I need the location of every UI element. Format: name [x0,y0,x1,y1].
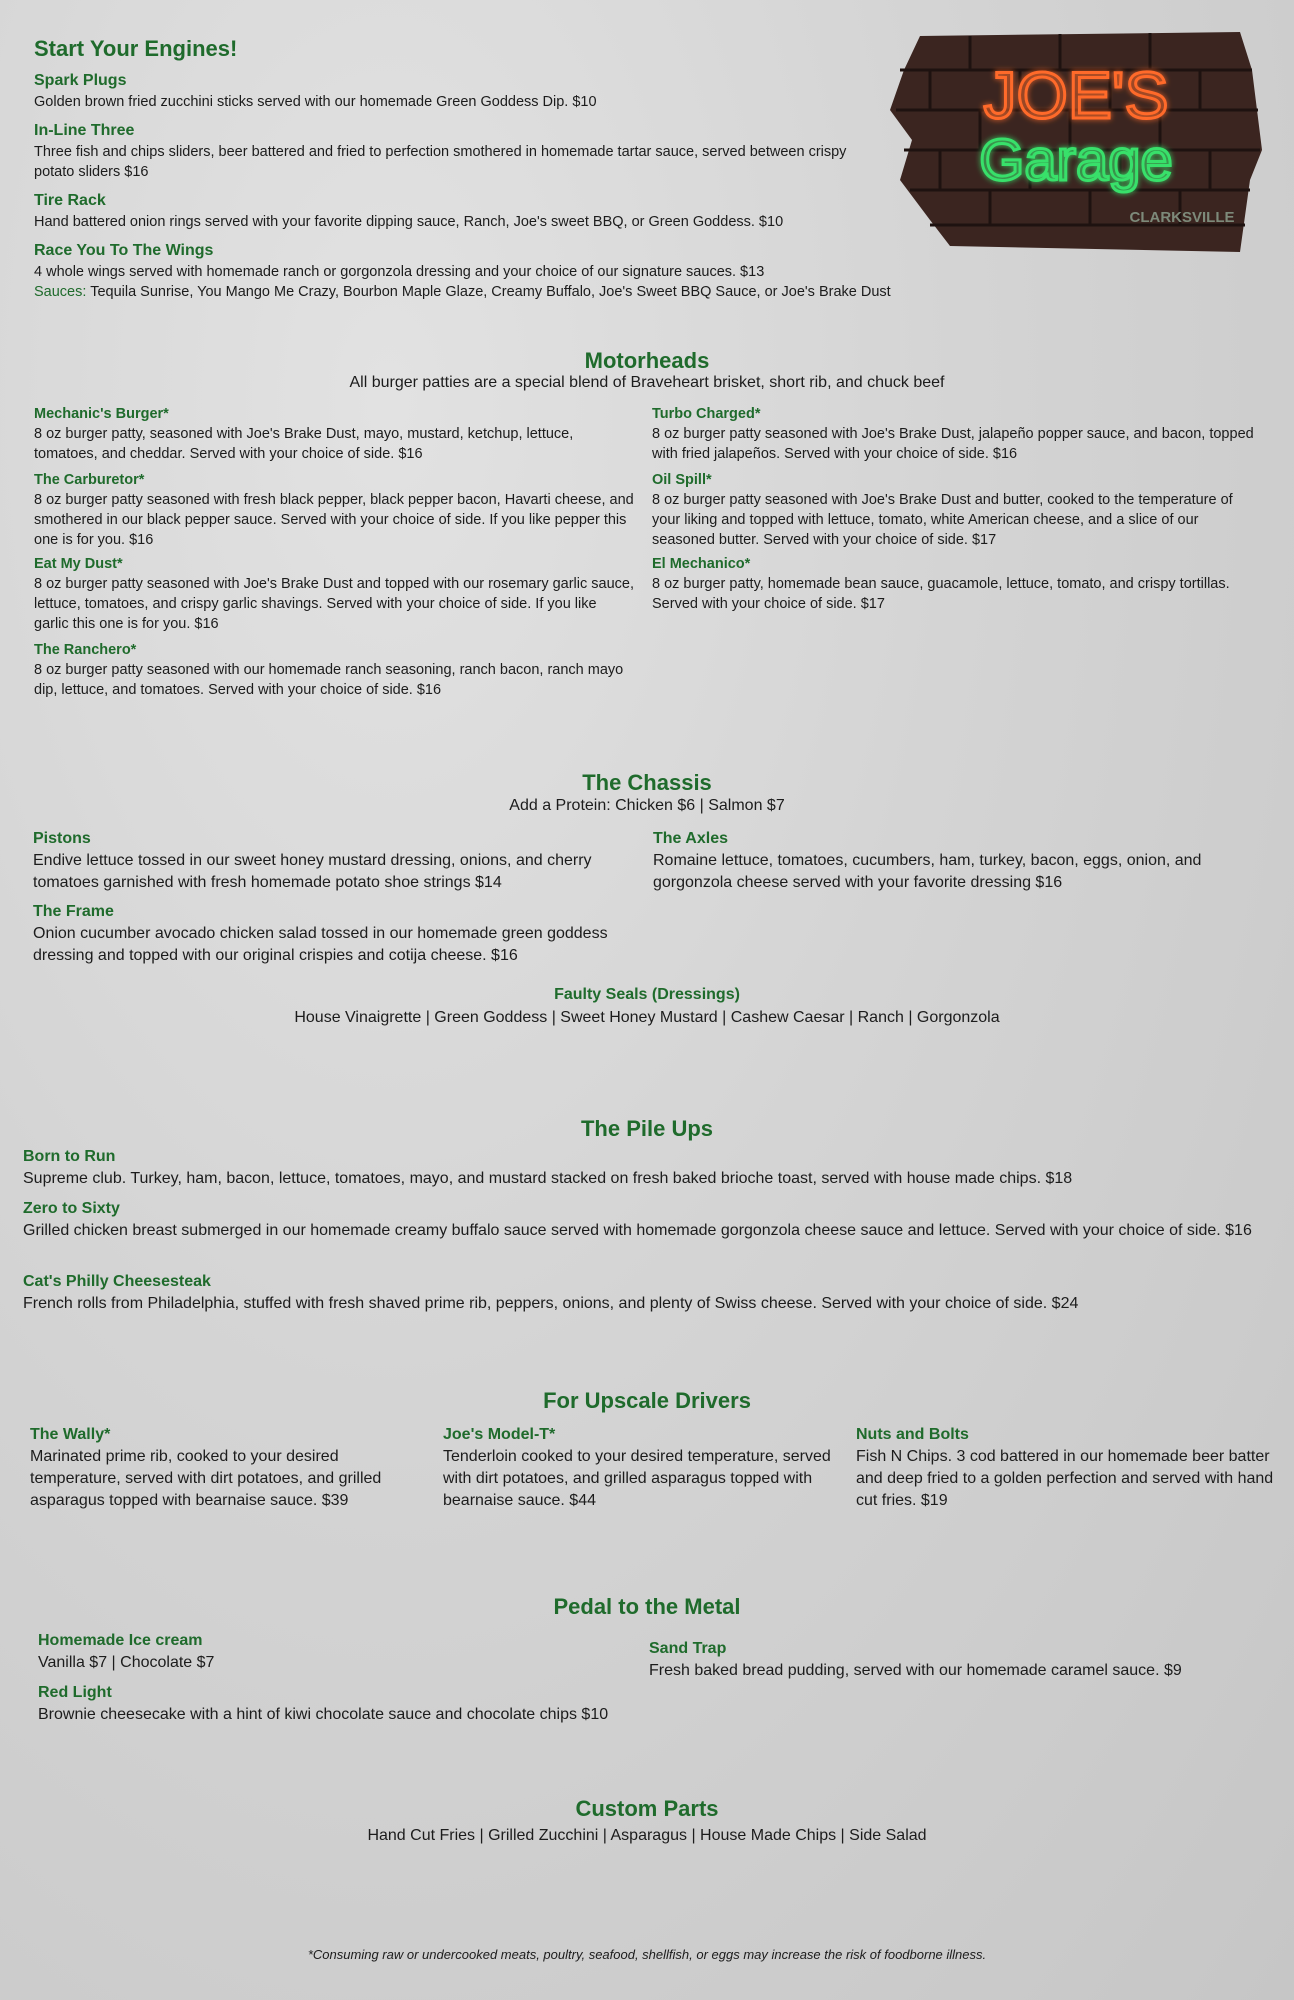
section-title-starters: Start Your Engines! [34,36,238,61]
menu-item [34,192,894,232]
menu-item [34,406,634,464]
footnote: *Consuming raw or undercooked meats, poultry, seafood, shellfish, or eggs may increase the risk of foodborne illness. [307,1947,987,1962]
logo-line2: Garage [979,128,1173,193]
item-name: Born to Run [23,1148,116,1165]
item-name: The Axles [653,830,728,847]
item-desc: Three fish and chips sliders, beer battered and fried to perfection smothered in homemade tartar sauce, served between crispy potato sliders $16 [34,144,847,180]
item-desc: 8 oz burger patty seasoned with Joe's Brake Dust and topped with our rosemary garlic sauce, lettuce, tomatoes, and crispy garlic shavings. Served with your choice of side. If you like garlic this one is for you. $16 [34,576,635,632]
item-desc: Endive lettuce tossed in our sweet honey mustard dressing, onions, and cherry tomatoes garnished with fresh homemade potato shoe strings $14 [33,852,592,891]
section-title-desserts: Pedal to the Metal [553,1594,741,1619]
item-name: Sand Trap [649,1640,727,1657]
item-name: Race You To The Wings [34,242,214,259]
item-name: Turbo Charged* [652,406,761,422]
item-desc: Brownie cheesecake with a hint of kiwi chocolate sauce and chocolate chips $10 [38,1706,609,1723]
item-name: Oil Spill* [652,472,712,488]
item-desc: Fresh baked bread pudding, served with our homemade caramel sauce. $9 [649,1662,1182,1679]
menu-item [23,1273,1273,1315]
menu-item [34,122,874,182]
menu-item [649,1640,1269,1682]
section-title-motorheads: Motorheads [584,348,710,373]
item-name: Eat My Dust* [34,556,123,572]
menu-item [38,1684,698,1726]
menu-item [652,556,1262,614]
menu-item [443,1426,833,1512]
item-desc: 4 whole wings served with homemade ranch or gorgonzola dressing and your choice of our signature sauces. $13 [34,264,765,280]
menu-item [33,830,643,894]
item-desc: Tenderloin cooked to your desired temperature, served with dirt potatoes, and grilled asparagus topped with bearnaise sauce. $44 [443,1448,831,1509]
menu-item [38,1632,658,1674]
menu-item [34,556,634,634]
motorheads-subtitle: All burger patties are a special blend of Braveheart brisket, short rib, and chuck beef [349,374,945,391]
menu-item [653,830,1253,894]
menu-item [34,472,634,550]
item-name: In-Line Three [34,122,135,139]
menu-item [34,72,874,112]
item-desc: 8 oz burger patty seasoned with our homemade ranch seasoning, ranch bacon, ranch mayo dip, lettuce, and tomatoes. Served with your choice of side. $16 [34,662,624,698]
section-title-chassis: The Chassis [582,770,712,795]
item-name: Tire Rack [34,192,106,209]
item-desc: 8 oz burger patty seasoned with fresh black pepper, black pepper bacon, Havarti cheese, and smothered in our black pepper sauce. Served with your choice of side. If you like pepper this one is for you. $16 [34,492,634,548]
item-name: Pistons [33,830,91,847]
item-desc: Marinated prime rib, cooked to your desired temperature, served with dirt potatoes, and grilled asparagus topped with bearnaise sauce. $39 [30,1448,382,1509]
joes-garage-logo [890,30,1262,256]
sides-list: Hand Cut Fries | Grilled Zucchini | Asparagus | House Made Chips | Side Salad [367,1827,927,1844]
item-name: The Carburetor* [34,472,145,488]
menu-item [652,472,1262,550]
section-title-sides: Custom Parts [575,1796,719,1821]
menu-item [33,903,653,967]
item-name: Zero to Sixty [23,1200,120,1217]
item-desc: Romaine lettuce, tomatoes, cucumbers, ham, turkey, bacon, eggs, onion, and gorgonzola cheese served with your favorite dressing $16 [653,852,1202,891]
menu-item [856,1426,1276,1512]
item-desc: 8 oz burger patty, homemade bean sauce, guacamole, lettuce, tomato, and crispy tortillas. Served with your choice of side. $17 [652,576,1230,612]
item-name: Spark Plugs [34,72,127,89]
item-name: The Ranchero* [34,642,137,658]
item-name: Red Light [38,1684,112,1701]
sauces-text: Tequila Sunrise, You Mango Me Crazy, Bourbon Maple Glaze, Creamy Buffalo, Joe's Sweet BBQ Sauce, or Joe's Brake Dust [90,284,891,300]
item-name: El Mechanico* [652,556,751,572]
item-name: The Wally* [30,1426,111,1443]
item-desc: 8 oz burger patty seasoned with Joe's Brake Dust, jalapeño popper sauce, and bacon, topped with fried jalapeños. Served with your choice of side. $16 [652,426,1254,462]
menu-item [34,642,634,700]
item-name: Joe's Model-T* [443,1426,556,1443]
menu-item [652,406,1262,464]
item-desc: French rolls from Philadelphia, stuffed with fresh shaved prime rib, peppers, onions, and plenty of Swiss cheese. Served with your choice of side. $24 [23,1295,1079,1312]
section-title-upscale: For Upscale Drivers [543,1388,751,1413]
brick-sign-icon [890,30,1262,256]
menu-item [34,242,934,302]
sauces-label: Sauces: [34,284,87,300]
sauces-line [34,282,934,302]
menu-item [30,1426,420,1512]
item-desc: Golden brown fried zucchini sticks served with our homemade Green Goddess Dip. $10 [34,94,597,110]
item-desc: 8 oz burger patty seasoned with Joe's Brake Dust and butter, cooked to the temperature of your liking and topped with lettuce, tomato, white American cheese, and a slice of our seasoned butter. Served with your choice of side. $17 [652,492,1233,548]
dressings-list: House Vinaigrette | Green Goddess | Sweet Honey Mustard | Cashew Caesar | Ranch | Gorgonzola [294,1009,1000,1026]
item-desc: 8 oz burger patty, seasoned with Joe's Brake Dust, mayo, mustard, ketchup, lettuce, tomatoes, and cheddar. Served with your choice of side. $16 [34,426,574,462]
item-name: Mechanic's Burger* [34,406,169,422]
item-name: Cat's Philly Cheesesteak [23,1273,211,1290]
item-name: Nuts and Bolts [856,1426,969,1443]
item-desc: Grilled chicken breast submerged in our homemade creamy buffalo sauce served with homemade gorgonzola cheese sauce and lettuce. Served with your choice of side. $16 [23,1222,1252,1239]
item-name: Homemade Ice cream [38,1632,203,1649]
chassis-subtitle: Add a Protein: Chicken $6 | Salmon $7 [509,797,785,814]
dressings-title: Faulty Seals (Dressings) [554,986,740,1003]
item-desc: Fish N Chips. 3 cod battered in our homemade beer batter and deep fried to a golden perfection and served with hand cut fries. $19 [856,1448,1274,1509]
section-title-pileups: The Pile Ups [580,1116,714,1141]
menu-item [23,1148,1273,1190]
logo-line3: CLARKSVILLE [1129,209,1235,226]
item-desc: Hand battered onion rings served with your favorite dipping sauce, Ranch, Joe's sweet BBQ, or Green Goddess. $10 [34,214,784,230]
logo-line1: JOE'S [983,58,1169,132]
item-desc: Onion cucumber avocado chicken salad tossed in our homemade green goddess dressing and topped with our original crispies and cotija cheese. $16 [33,925,608,964]
menu-item [23,1200,1273,1242]
item-desc: Supreme club. Turkey, ham, bacon, lettuce, tomatoes, mayo, and mustard stacked on fresh baked brioche toast, served with house made chips. $18 [23,1170,1073,1187]
item-desc: Vanilla $7 | Chocolate $7 [38,1654,215,1671]
item-name: The Frame [33,903,114,920]
